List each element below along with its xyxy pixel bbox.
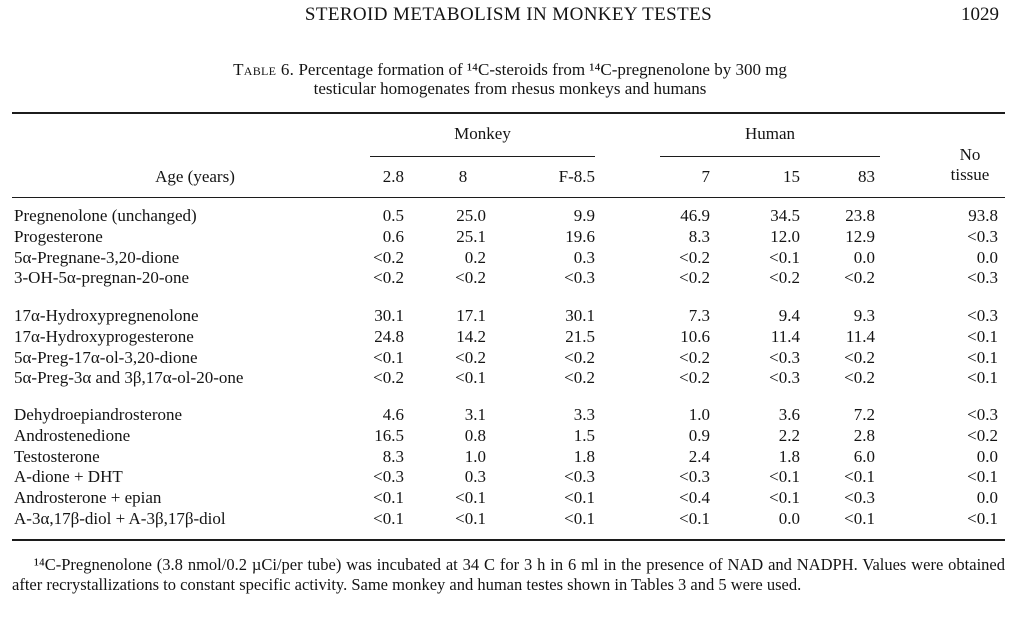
column-header: 7 <box>701 167 710 186</box>
table-cell: 46.9 <box>680 206 710 225</box>
row-label: A-3α,17β-diol + A-3β,17β-diol <box>14 509 226 528</box>
table-cell: 12.0 <box>770 226 800 246</box>
table-cell: 25.1 <box>456 226 486 246</box>
page-number: 1029 <box>961 4 999 25</box>
table-cell: <0.3 <box>679 467 710 487</box>
table-cell: 24.8 <box>374 326 404 346</box>
row-label: 5α-Pregnane-3,20-dione <box>14 247 180 267</box>
table-cell: <0.2 <box>844 268 875 288</box>
row-label: 17α-Hydroxypregnenolone <box>14 306 199 325</box>
row-label: 5α-Preg-3α and 3β,17α-ol-20-one <box>14 368 244 388</box>
row-label: Dehydroepiandrosterone <box>14 405 183 424</box>
table-cell: 17.1 <box>456 306 486 325</box>
table-cell: 9.4 <box>778 306 800 325</box>
table-cell: 8.3 <box>688 226 710 246</box>
table-cell: <0.3 <box>564 268 595 288</box>
row-label: 5α-Preg-17α-ol-3,20-dione <box>14 347 198 367</box>
table-cell: 7.2 <box>853 405 875 424</box>
table-cell: <0.1 <box>455 368 486 388</box>
table-cell: 16.5 <box>374 425 404 445</box>
table-cell: 3.1 <box>464 405 486 424</box>
table-cell: 0.5 <box>382 206 404 225</box>
table-cell: 0.8 <box>464 425 486 445</box>
table-cell: 7.3 <box>688 306 710 325</box>
table-cell: <0.1 <box>967 467 998 487</box>
table-cell: 30.1 <box>565 306 595 325</box>
column-header: 2.8 <box>382 167 404 186</box>
table-cell: <0.2 <box>769 268 800 288</box>
table-cell: 4.6 <box>382 405 404 424</box>
table-cell: <0.2 <box>967 425 998 445</box>
table-cell: 3.3 <box>573 405 595 424</box>
footnote-line-3: testes shown in Tables 3 and 5 were used. <box>526 575 802 594</box>
table-cell: <0.1 <box>769 467 800 487</box>
monkey-group-rule <box>370 156 595 157</box>
table-cell: <0.2 <box>373 268 404 288</box>
table-cell: <0.3 <box>844 488 875 508</box>
table-cell: <0.1 <box>455 509 486 528</box>
table-cell: 1.8 <box>573 446 595 466</box>
table-cell: 2.8 <box>853 425 875 445</box>
row-label: A-dione + DHT <box>14 467 123 487</box>
table-cell: <0.3 <box>373 467 404 487</box>
table-cell: <0.3 <box>967 306 998 325</box>
table-cell: 2.4 <box>688 446 710 466</box>
row-label: Pregnenolone (unchanged) <box>14 206 197 225</box>
table-cell: 11.4 <box>845 326 875 346</box>
table-cell: 12.9 <box>845 226 875 246</box>
table-cell: 10.6 <box>680 326 710 346</box>
table-cell: 19.6 <box>565 226 595 246</box>
group-header-human: Human <box>744 124 796 143</box>
table-cell: <0.2 <box>679 347 710 367</box>
table-cell: 93.8 <box>968 206 998 225</box>
table-cell: <0.4 <box>679 488 710 508</box>
table-cell: 1.0 <box>688 405 710 424</box>
group-header-monkey: Monkey <box>454 124 511 143</box>
table-cell: <0.1 <box>844 509 875 528</box>
table-cell: <0.3 <box>967 268 998 288</box>
table-cell: <0.2 <box>679 247 710 267</box>
age-column-header: Age (years) <box>155 167 235 186</box>
table-cell: 14.2 <box>456 326 486 346</box>
caption-text-1: Percentage formation of ¹⁴C-steroids from ¹⁴C-pregnenolone by 300 mg <box>298 60 787 79</box>
table-cell: <0.1 <box>967 368 998 388</box>
table-cell: <0.2 <box>679 368 710 388</box>
row-label: 3-OH-5α-pregnan-20-one <box>14 268 190 288</box>
table-cell: <0.1 <box>967 347 998 367</box>
table-cell: <0.1 <box>564 509 595 528</box>
table-cell: 0.2 <box>464 247 486 267</box>
table-cell: 6.0 <box>853 446 875 466</box>
table-cell: <0.2 <box>455 268 486 288</box>
table-footnote <box>12 555 1005 595</box>
table-cell: 0.0 <box>976 488 998 508</box>
table-cell: <0.1 <box>679 509 710 528</box>
table-cell: <0.3 <box>967 226 998 246</box>
row-label: Androsterone + epian <box>14 488 162 508</box>
table-cell: 1.0 <box>464 446 486 466</box>
table-caption <box>60 60 960 98</box>
table-cell: <0.1 <box>769 247 800 267</box>
table-cell: 9.9 <box>573 206 595 225</box>
table-cell: 0.6 <box>382 226 404 246</box>
table-cell: <0.1 <box>455 488 486 508</box>
table-cell: 0.0 <box>778 509 800 528</box>
table-cell: 0.3 <box>464 467 486 487</box>
table-cell: 34.5 <box>770 206 800 225</box>
column-header: 15 <box>783 167 800 186</box>
table-top-rule <box>12 112 1005 114</box>
table-cell: <0.1 <box>844 467 875 487</box>
running-title: STEROID METABOLISM IN MONKEY TESTES <box>304 4 713 25</box>
table-cell: 21.5 <box>565 326 595 346</box>
table-cell: 9.3 <box>853 306 875 325</box>
table-cell: <0.1 <box>373 347 404 367</box>
table-cell: 11.4 <box>770 326 800 346</box>
table-cell: 30.1 <box>374 306 404 325</box>
table-cell: 1.8 <box>778 446 800 466</box>
table-cell: 0.0 <box>976 446 998 466</box>
table-cell: <0.2 <box>564 347 595 367</box>
caption-line-1 <box>60 60 960 79</box>
table-cell: 1.5 <box>573 425 595 445</box>
table-cell: 0.3 <box>573 247 595 267</box>
table-cell: <0.2 <box>564 368 595 388</box>
caption-text-2: testicular homogenates from rhesus monkeys and humans <box>313 79 707 98</box>
table-number: Table 6. <box>233 60 295 79</box>
row-label: Testosterone <box>14 446 100 466</box>
table-cell: <0.1 <box>564 488 595 508</box>
table-cell: 3.6 <box>778 405 800 424</box>
table-cell: <0.3 <box>769 347 800 367</box>
table-cell: 0.9 <box>688 425 710 445</box>
table-cell: <0.2 <box>455 347 486 367</box>
table-cell: 0.0 <box>976 247 998 267</box>
table-cell: 25.0 <box>456 206 486 225</box>
table-cell: 2.2 <box>778 425 800 445</box>
table-cell: <0.2 <box>373 247 404 267</box>
footnote-line-1: ¹⁴C-Pregnenolone (3.8 nmol/0.2 µCi/per tube) was incubated at 34 C for 3 h in 6 ml in the presence of NAD <box>34 555 764 574</box>
row-label: 17α-Hydroxyprogesterone <box>14 326 194 346</box>
table-cell: <0.2 <box>679 268 710 288</box>
table-cell: 0.0 <box>853 247 875 267</box>
row-label: Androstenedione <box>14 425 131 445</box>
human-group-rule <box>660 156 880 157</box>
no-tissue-header-line1: No <box>959 145 981 164</box>
table-cell: <0.2 <box>844 347 875 367</box>
no-tissue-header-line2: tissue <box>950 165 990 184</box>
column-header: 83 <box>858 167 875 186</box>
table-cell: <0.3 <box>967 405 998 424</box>
table-cell: <0.1 <box>967 509 998 528</box>
table-cell: 8.3 <box>382 446 404 466</box>
table-cell: <0.1 <box>769 488 800 508</box>
table-cell: <0.1 <box>373 488 404 508</box>
table-cell: <0.1 <box>373 509 404 528</box>
row-label: Progesterone <box>14 226 103 246</box>
table-cell: 23.8 <box>845 206 875 225</box>
table-cell: <0.2 <box>844 368 875 388</box>
table-cell: <0.2 <box>373 368 404 388</box>
column-header: F-8.5 <box>558 167 595 186</box>
footnote-line-2: and NADPH. Values were obtained after recrystallizations to constant specific activity. Same monkey and human <box>12 555 1005 594</box>
column-header: 8 <box>458 167 468 186</box>
table-cell: <0.3 <box>769 368 800 388</box>
table-bottom-rule <box>12 539 1005 541</box>
no-tissue-header <box>930 145 1010 185</box>
table-cell: <0.1 <box>967 326 998 346</box>
header-bottom-rule <box>12 197 1005 198</box>
table-cell: <0.3 <box>564 467 595 487</box>
page-header <box>0 0 1017 32</box>
